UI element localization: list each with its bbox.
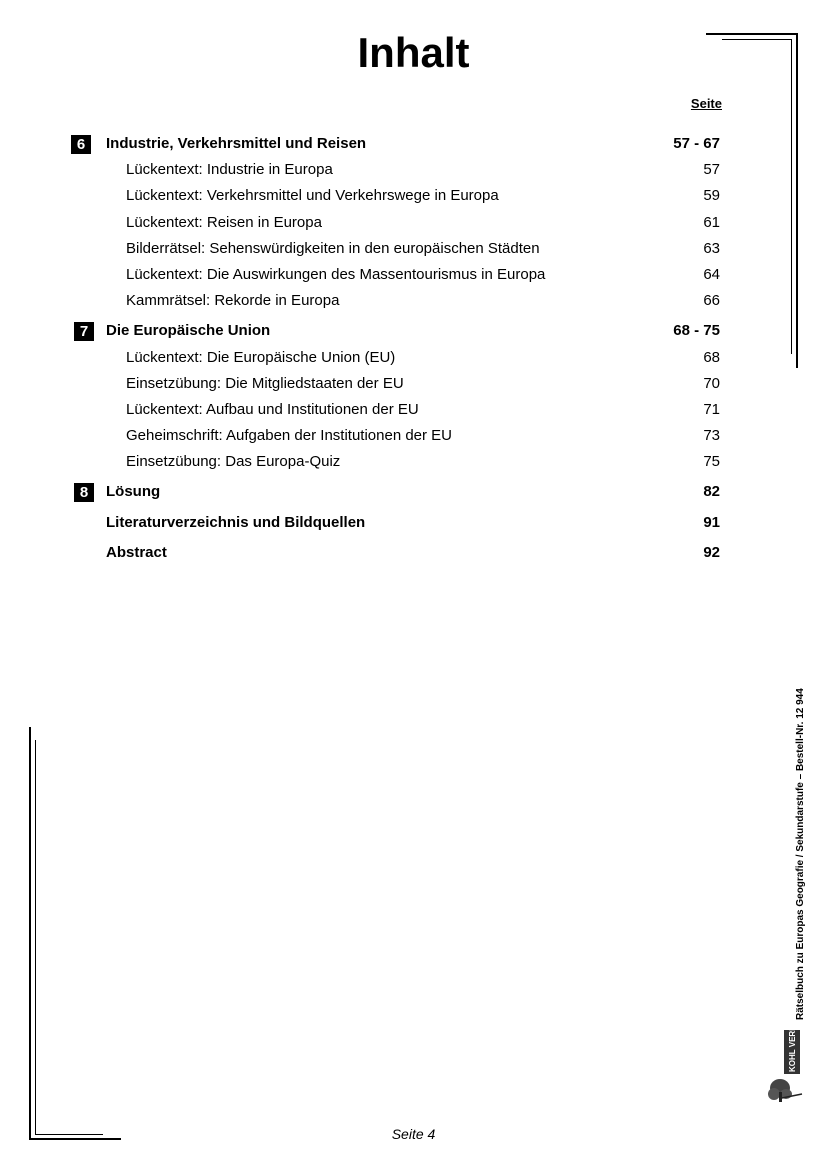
side-imprint: Rätselbuch zu Europas Geografie / Sekundarstufe – Bestell-Nr. 12 944	[795, 688, 806, 1020]
toc-literature[interactable]	[0, 512, 827, 534]
toc-item[interactable]	[0, 290, 827, 312]
toc-item[interactable]	[0, 185, 827, 207]
toc-item[interactable]	[0, 399, 827, 421]
toc-item-label: Lückentext: Reisen in Europa	[126, 214, 322, 231]
toc-item-label: Lückentext: Verkehrsmittel und Verkehrswege in Europa	[126, 187, 499, 204]
toc-item-label: Bilderrätsel: Sehenswürdigkeiten in den europäischen Städten	[126, 240, 540, 257]
toc-item-label: Einsetzübung: Die Mitgliedstaaten der EU	[126, 375, 404, 392]
toc-item-page: 64	[703, 266, 720, 283]
toc-item-label: Lückentext: Die Auswirkungen des Massentourismus in Europa	[126, 266, 546, 283]
toc-item-page: 66	[703, 292, 720, 309]
section-pages: 91	[703, 514, 720, 531]
toc-item-page: 75	[703, 453, 720, 470]
toc-section-7[interactable]	[0, 320, 827, 342]
toc-item-label: Lückentext: Die Europäische Union (EU)	[126, 349, 396, 366]
toc-item-page: 61	[703, 214, 720, 231]
publisher-logo	[766, 1028, 806, 1108]
section-title: Literaturverzeichnis und Bildquellen	[106, 514, 366, 531]
section-number-badge: 8	[74, 483, 94, 502]
section-title: Die Europäische Union	[106, 322, 271, 339]
toc-item[interactable]	[0, 159, 827, 181]
frame-left-outer	[29, 727, 31, 1140]
toc-item-page: 57	[703, 161, 720, 178]
toc-item[interactable]	[0, 238, 827, 260]
section-title: Industrie, Verkehrsmittel und Reisen	[106, 135, 367, 152]
toc-item-label: Geheimschrift: Aufgaben der Institutionen der EU	[126, 427, 453, 444]
section-pages: 57 - 67	[673, 135, 720, 152]
toc-item[interactable]	[0, 212, 827, 234]
section-number-badge: 7	[74, 322, 94, 341]
frame-left-inner	[35, 740, 36, 1135]
toc-abstract[interactable]	[0, 542, 827, 564]
toc-item-label: Lückentext: Industrie in Europa	[126, 161, 333, 178]
toc-item[interactable]	[0, 425, 827, 447]
toc-item-page: 63	[703, 240, 720, 257]
toc-item-page: 71	[703, 401, 720, 418]
toc-item-label: Einsetzübung: Das Europa-Quiz	[126, 453, 341, 470]
toc-item[interactable]	[0, 373, 827, 395]
section-pages: 92	[703, 544, 720, 561]
tree-logo-icon	[766, 1028, 806, 1108]
toc-item-page: 70	[703, 375, 720, 392]
toc-item[interactable]	[0, 347, 827, 369]
toc-item-label: Lückentext: Aufbau und Institutionen der EU	[126, 401, 419, 418]
section-pages: 82	[703, 483, 720, 500]
section-number-badge: 6	[71, 135, 91, 154]
toc-item-page: 59	[703, 187, 720, 204]
section-title: Lösung	[106, 483, 161, 500]
toc-item[interactable]	[0, 451, 827, 473]
page-footer: Seite 4	[391, 1126, 436, 1142]
page-title: Inhalt	[357, 29, 470, 76]
toc-item-page: 73	[703, 427, 720, 444]
toc-section-8[interactable]	[0, 481, 827, 503]
toc-item-label: Kammrätsel: Rekorde in Europa	[126, 292, 340, 309]
logo-text: KOHL VERLAG	[788, 1028, 797, 1072]
page-column-header: Seite	[690, 96, 722, 111]
section-title: Abstract	[106, 544, 167, 561]
toc-item[interactable]	[0, 264, 827, 286]
section-pages: 68 - 75	[673, 322, 720, 339]
toc-item-page: 68	[703, 349, 720, 366]
toc-section-6[interactable]	[0, 133, 827, 155]
